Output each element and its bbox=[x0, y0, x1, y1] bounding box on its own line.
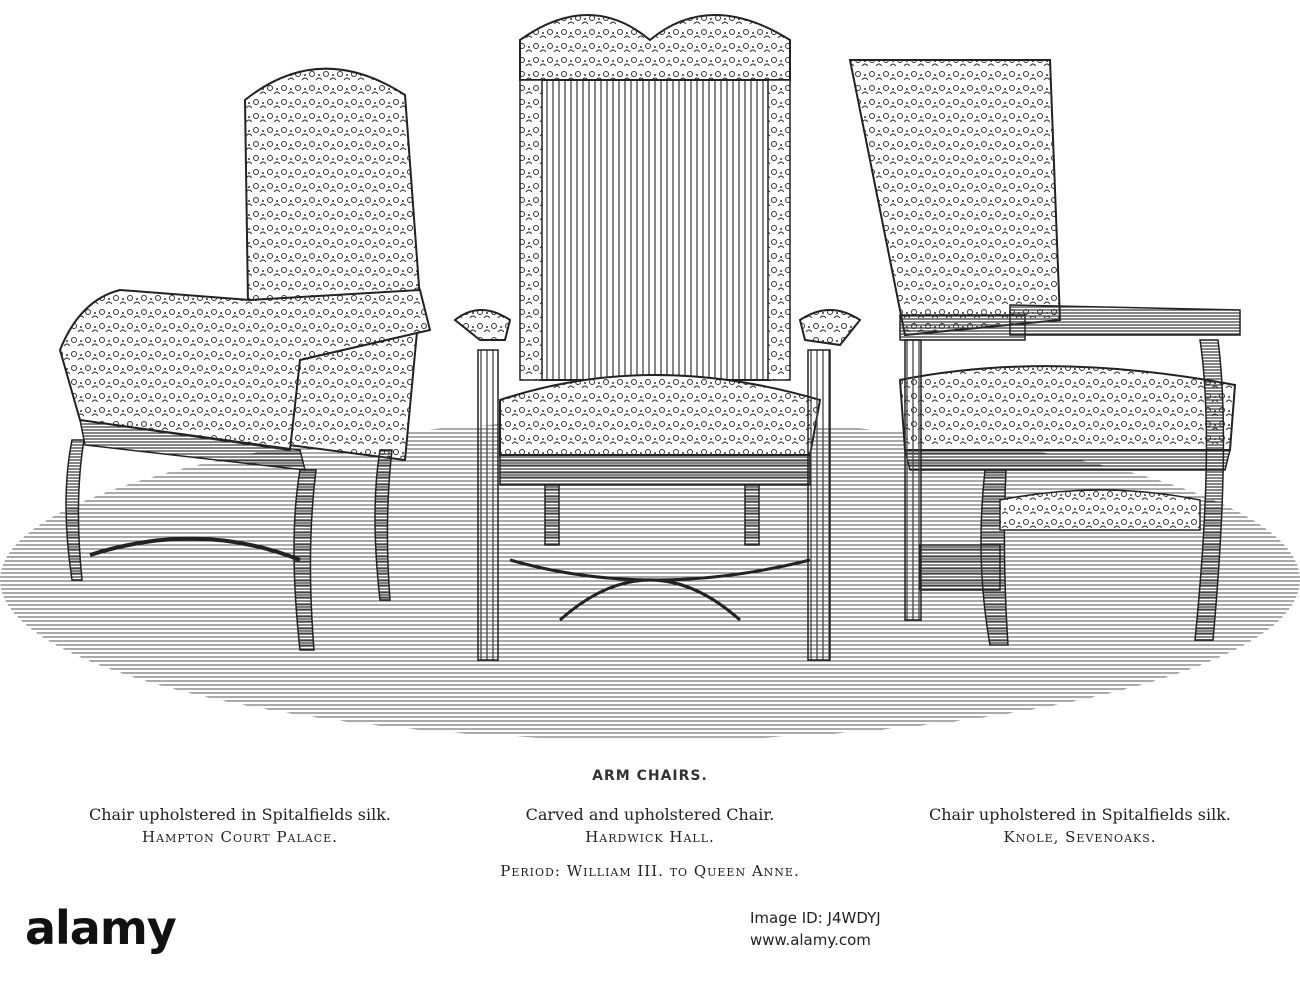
caption-middle bbox=[460, 804, 840, 848]
caption-block bbox=[0, 762, 1300, 892]
caption-middle-description: Carved and upholstered Chair. bbox=[525, 805, 775, 824]
site-text: www.alamy.com bbox=[750, 931, 871, 949]
caption-right bbox=[890, 804, 1270, 848]
watermark-meta bbox=[750, 907, 1270, 951]
caption-middle-source: Hardwick Hall. bbox=[585, 828, 715, 846]
caption-right-source: Knole, Sevenoaks. bbox=[1003, 828, 1157, 846]
period-line: Period: William III. to Queen Anne. bbox=[500, 862, 800, 880]
caption-left-description: Chair upholstered in Spitalfields silk. bbox=[88, 805, 392, 824]
image-id-text: Image ID: J4WDYJ bbox=[750, 909, 881, 927]
caption-left bbox=[50, 804, 430, 848]
caption-left-source: Hampton Court Palace. bbox=[142, 828, 338, 846]
watermark-bar bbox=[0, 893, 1300, 983]
alamy-logo: alamy bbox=[25, 901, 176, 955]
caption-right-description: Chair upholstered in Spitalfields silk. bbox=[928, 805, 1232, 824]
plate-title: ARM CHAIRS. bbox=[592, 768, 708, 784]
